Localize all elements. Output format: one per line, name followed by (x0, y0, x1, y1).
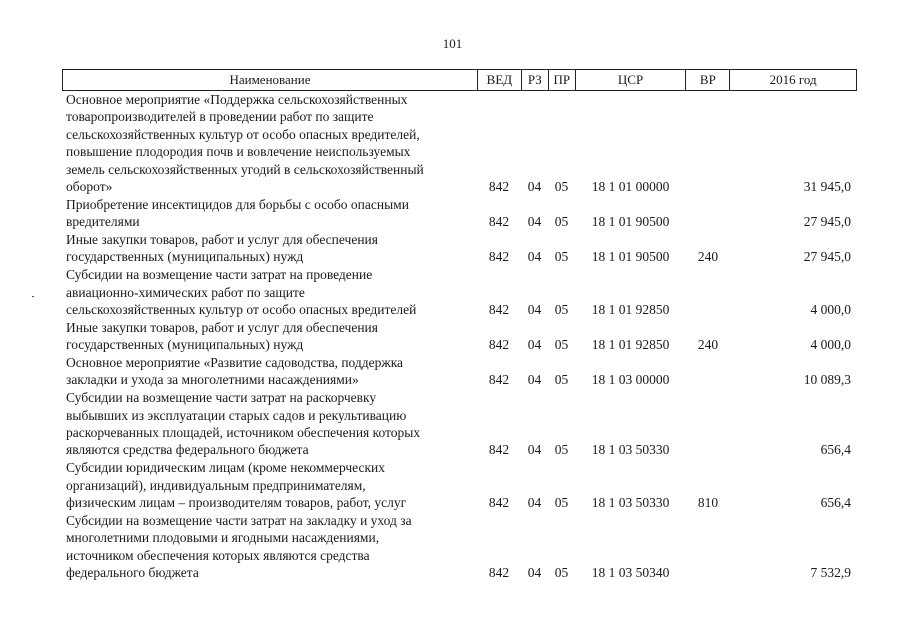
row-vr: 810 (697, 495, 719, 511)
row-name-line: Субсидии на возмещение части затрат на закладку и уход за (66, 512, 412, 528)
row-rz: 04 (527, 179, 542, 195)
row-rz: 04 (527, 337, 542, 353)
row-amount: 31 945,0 (803, 179, 851, 195)
row-name-line: физическим лицам – производителям товаров, работ, услуг (66, 495, 407, 511)
row-name-line: товаропроизводителей в проведении работ по защите (66, 109, 374, 125)
row-name-line: федерального бюджета (66, 565, 199, 581)
row-csr: 18 1 03 00000 (591, 372, 670, 388)
row-name-line: сельскохозяйственных культур от особо опасных вредителей, (66, 126, 420, 142)
row-name-line: сельскохозяйственных культур от особо опасных вредителей (66, 302, 417, 318)
row-name-line: государственных (муниципальных) нужд (66, 337, 304, 353)
header-csr: ЦСР (575, 70, 686, 90)
page-number: 101 (442, 36, 463, 51)
row-ved: 842 (488, 249, 510, 265)
header-rz: РЗ (521, 70, 548, 90)
row-pr: 05 (554, 249, 569, 265)
row-name (62, 319, 492, 354)
row-name-line: источником обеспечения которых являются средства (66, 547, 370, 563)
row-name (62, 389, 492, 459)
row-name-line: многолетними плодовыми и ягодными насаждениями, (66, 530, 380, 546)
row-ved: 842 (488, 179, 510, 195)
row-name-line: являются средства федерального бюджета (66, 442, 309, 458)
row-name-line: Субсидии юридическим лицам (кроме некоммерческих (66, 460, 386, 476)
row-csr: 18 1 03 50330 (591, 442, 670, 458)
row-name-line: выбывших из эксплуатации старых садов и рекультивацию (66, 407, 407, 423)
row-name (62, 196, 492, 231)
header-name: Наименование (229, 72, 311, 87)
table-row (62, 512, 857, 582)
row-amount: 7 532,9 (810, 565, 851, 581)
row-pr: 05 (554, 337, 569, 353)
row-csr: 18 1 01 90500 (591, 249, 670, 265)
row-ved: 842 (488, 442, 510, 458)
row-name-line: Приобретение инсектицидов для борьбы с особо опасными (66, 196, 409, 212)
row-name-line: авиационно-химических работ по защите (66, 284, 305, 300)
row-csr: 18 1 01 92850 (591, 337, 670, 353)
row-pr: 05 (554, 179, 569, 195)
row-name-line: раскорчеванных площадей, источником обеспечения которых (66, 425, 421, 441)
row-name-line: оборот» (66, 179, 113, 195)
row-name (62, 266, 492, 318)
row-name (62, 231, 492, 266)
row-name-line: Основное мероприятие «Поддержка сельскохозяйственных (66, 92, 408, 107)
row-pr: 05 (554, 442, 569, 458)
row-pr: 05 (554, 214, 569, 230)
row-name (62, 354, 492, 389)
header-year: 2016 год (729, 70, 856, 90)
row-name-line: Субсидии на возмещение части затрат на проведение (66, 267, 373, 283)
row-vr: 240 (697, 249, 719, 265)
header-vr: ВР (685, 70, 729, 90)
row-ved: 842 (488, 214, 510, 230)
row-csr: 18 1 03 50340 (591, 565, 670, 581)
header-pr: ПР (548, 70, 575, 90)
row-name-line: повышение плодородия почв и вовлечение неиспользуемых (66, 144, 411, 160)
row-name (62, 91, 492, 195)
row-name-line: организаций), индивидуальным предпринимателям, (66, 477, 366, 493)
table-row (62, 266, 857, 318)
row-amount: 656,4 (820, 495, 851, 511)
table-row (62, 354, 857, 389)
table-row (62, 319, 857, 354)
table-row (62, 389, 857, 459)
row-name (62, 459, 492, 511)
row-csr: 18 1 01 00000 (591, 179, 670, 195)
row-csr: 18 1 01 90500 (591, 214, 670, 230)
row-amount: 4 000,0 (810, 302, 851, 318)
table-header (62, 69, 857, 91)
row-amount: 27 945,0 (803, 214, 851, 230)
row-pr: 05 (554, 565, 569, 581)
row-ved: 842 (488, 302, 510, 318)
row-pr: 05 (554, 302, 569, 318)
row-name-line: вредителями (66, 214, 140, 230)
row-ved: 842 (488, 565, 510, 581)
table-row (62, 231, 857, 266)
row-name-line: государственных (муниципальных) нужд (66, 249, 304, 265)
row-name-line: закладки и ухода за многолетними насаждениями» (66, 372, 359, 388)
row-amount: 27 945,0 (803, 249, 851, 265)
row-rz: 04 (527, 302, 542, 318)
row-name-line: Субсидии на возмещение части затрат на раскорчевку (66, 390, 377, 406)
row-pr: 05 (554, 495, 569, 511)
row-ved: 842 (488, 495, 510, 511)
row-rz: 04 (527, 442, 542, 458)
header-ved: ВЕД (477, 70, 521, 90)
row-ved: 842 (488, 372, 510, 388)
scan-speck (32, 296, 34, 297)
row-name-line: Иные закупки товаров, работ и услуг для обеспечения (66, 232, 378, 248)
row-csr: 18 1 01 92850 (591, 302, 670, 318)
row-name-line: Основное мероприятие «Развитие садоводства, поддержка (66, 355, 404, 371)
row-name (62, 512, 492, 582)
budget-table (62, 69, 857, 582)
table-row (62, 459, 857, 511)
row-rz: 04 (527, 495, 542, 511)
row-amount: 656,4 (820, 442, 851, 458)
row-amount: 4 000,0 (810, 337, 851, 353)
table-body (62, 91, 857, 582)
row-name-line: земель сельскохозяйственных угодий в сельскохозяйственный (66, 161, 424, 177)
row-amount: 10 089,3 (803, 372, 851, 388)
row-rz: 04 (527, 249, 542, 265)
row-rz: 04 (527, 372, 542, 388)
row-ved: 842 (488, 337, 510, 353)
row-rz: 04 (527, 214, 542, 230)
table-row (62, 196, 857, 231)
row-vr: 240 (697, 337, 719, 353)
row-rz: 04 (527, 565, 542, 581)
table-row (62, 91, 857, 195)
row-pr: 05 (554, 372, 569, 388)
row-csr: 18 1 03 50330 (591, 495, 670, 511)
row-name-line: Иные закупки товаров, работ и услуг для обеспечения (66, 319, 378, 335)
